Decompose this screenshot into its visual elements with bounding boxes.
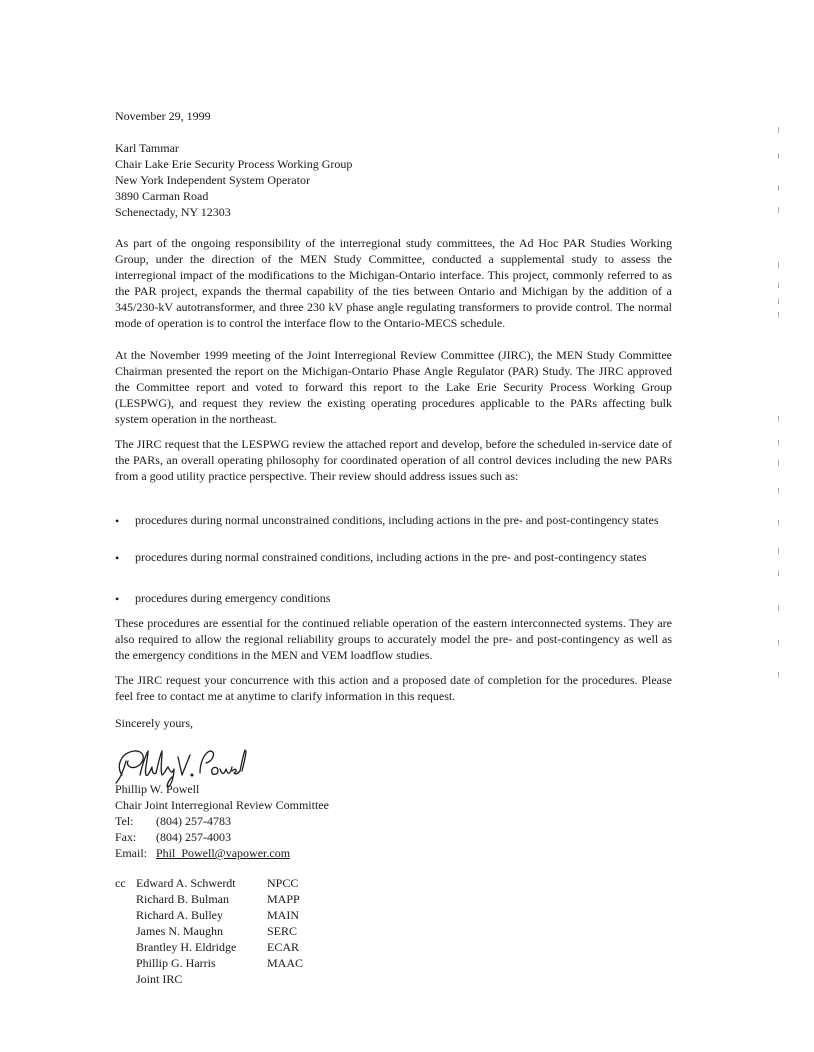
salutation: Sincerely yours, <box>115 716 193 730</box>
bullet-item: procedures during emergency conditions <box>135 591 331 605</box>
email-link[interactable]: Phil_Powell@vapower.com <box>156 846 291 860</box>
cc-org: MAIN <box>267 908 299 922</box>
scan-mark <box>778 640 779 646</box>
scan-mark <box>778 127 779 133</box>
recipient-street: 3890 Carman Road <box>115 189 209 203</box>
bullet-marker: • <box>115 592 120 606</box>
cc-name: Richard A. Bulley <box>136 908 223 922</box>
scan-mark <box>778 312 779 318</box>
cc-name: James N. Maughn <box>136 924 223 938</box>
bullet-item: procedures during normal unconstrained conditions, including actions in the pre- and post-contingency states <box>135 513 659 527</box>
recipient-title: Chair Lake Erie Security Process Working Group <box>115 157 353 171</box>
scan-mark <box>778 548 779 554</box>
scan-mark <box>778 488 779 494</box>
cc-org: MAPP <box>267 892 300 906</box>
recipient-name: Karl Tammar <box>115 141 179 155</box>
recipient-city: Schenectady, NY 12303 <box>115 205 231 219</box>
tel-number: (804) 257-4783 <box>156 814 231 828</box>
recipient-organization: New York Independent System Operator <box>115 173 310 187</box>
scan-mark <box>778 520 779 526</box>
scan-mark <box>778 570 779 576</box>
scan-mark <box>778 460 779 466</box>
body-paragraph: The JIRC request your concurrence with this action and a proposed date of completion for the procedures. Please feel free to contact me at anytime to clarify information in this request. <box>115 673 672 703</box>
signer-title: Chair Joint Interregional Review Committee <box>115 798 329 812</box>
fax-number: (804) 257-4003 <box>156 830 231 844</box>
cc-name: Joint IRC <box>136 972 183 986</box>
tel-label: Tel: <box>115 814 134 828</box>
scan-mark <box>778 282 779 288</box>
bullet-item: procedures during normal constrained conditions, including actions in the pre- and post-contingency states <box>135 550 647 564</box>
bullet-marker: • <box>115 514 120 528</box>
cc-name: Richard B. Bulman <box>136 892 229 906</box>
scan-mark <box>778 153 779 159</box>
body-paragraph: At the November 1999 meeting of the Joint Interregional Review Committee (JIRC), the MEN Study Committee Chairman presented the report on the Michigan-Ontario Phase Angle Regulator (PAR) Study. The JIRC approved the Committee report and voted to forward this report to the Lake Erie Security Process Working Group (LESPWG), and request they review the existing operating procedures applicable to the PARs affecting bulk system operation in the northeast. <box>115 348 672 426</box>
bullet-marker: • <box>115 551 120 565</box>
body-paragraph: As part of the ongoing responsibility of the interregional study committees, the Ad Hoc PAR Studies Working Group, under the direction of the MEN Study Committee, conducted a supplemental study to assess the interregional impact of the modifications to the Michigan-Ontario interface. This project, commonly referred to as the PAR project, expands the thermal capability of the ties between Ontario and Michigan by the addition of a 345/230-kV autotransformer, and three 230 kV phase angle regulating transformers to provide control. The normal mode of operation is to control the interface flow to the Ontario-MECS schedule. <box>115 236 672 330</box>
scan-mark <box>778 298 779 304</box>
scan-mark <box>778 262 779 268</box>
body-paragraph: These procedures are essential for the continued reliable operation of the eastern interconnected systems. They are also required to allow the regional reliability groups to accurately model the pre- and post-contingency as well as the emergency conditions in the MEN and VEM loadflow studies. <box>115 616 672 662</box>
body-paragraph: The JIRC request that the LESPWG review the attached report and develop, before the scheduled in-service date of the PARs, an overall operating philosophy for coordinated operation of all control devices including the new PARs from a good utility practice perspective. Their review should address issues such as: <box>115 437 672 483</box>
cc-org: MAAC <box>267 956 304 970</box>
scan-mark <box>778 440 779 446</box>
cc-name: Edward A. Schwerdt <box>136 876 236 890</box>
signer-name: Phillip W. Powell <box>115 782 200 796</box>
cc-org: ECAR <box>267 940 300 954</box>
scan-mark <box>778 207 779 213</box>
cc-label: cc <box>115 876 126 890</box>
email-label: Email: <box>115 846 147 860</box>
scan-mark <box>778 185 779 191</box>
scan-mark <box>778 672 779 678</box>
fax-label: Fax: <box>115 830 137 844</box>
scan-mark <box>778 605 779 611</box>
cc-org: SERC <box>267 924 298 938</box>
cc-org: NPCC <box>267 876 299 890</box>
cc-name: Phillip G. Harris <box>136 956 216 970</box>
cc-name: Brantley H. Eldridge <box>136 940 237 954</box>
letter-date: November 29, 1999 <box>115 109 211 123</box>
scan-mark <box>778 416 779 422</box>
